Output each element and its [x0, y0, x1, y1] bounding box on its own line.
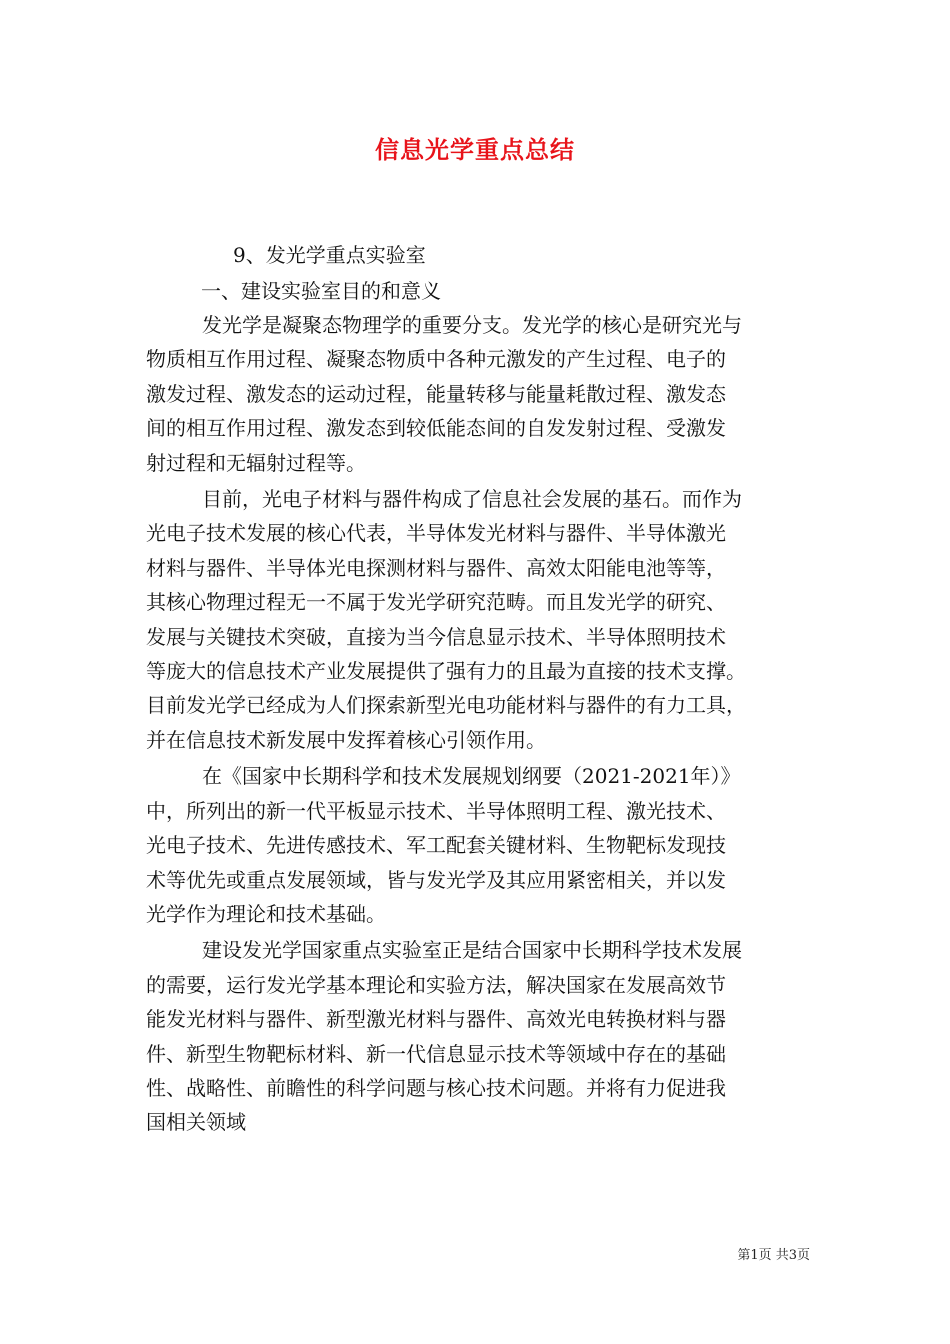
document-title: 信息光学重点总结 — [375, 136, 575, 164]
paragraph — [146, 759, 808, 931]
paragraph-line: 光电子技术发展的核心代表，半导体发光材料与器件、半导体激光 — [146, 521, 726, 546]
paragraph-line: 间的相互作用过程、激发态到较低能态间的自发发射过程、受激发 — [146, 416, 726, 441]
paragraph-line: 并在信息技术新发展中发挥着核心引领作用。 — [146, 727, 546, 752]
paragraph-line: 建设发光学国家重点实验室正是结合国家中长期科学技术发展 — [202, 938, 742, 963]
paragraph-line: 光电子技术、先进传感技术、军工配套关键材料、生物靶标发现技 — [146, 833, 726, 858]
paragraph-line: 发光学是凝聚态物理学的重要分支。发光学的核心是研究光与 — [202, 313, 742, 337]
paragraph-line: 光学作为理论和技术基础。 — [146, 901, 386, 926]
paragraph-line: 能发光材料与器件、新型激光材料与器件、高效光电转换材料与器 — [146, 1007, 726, 1032]
item-heading: 9、发光学重点实验室 — [233, 243, 426, 267]
paragraph-line: 物质相互作用过程、凝聚态物质中各种元激发的产生过程、电子的 — [146, 347, 726, 372]
paragraph-line: 射过程和无辐射过程等。 — [146, 450, 366, 475]
paragraph-line: 中，所列出的新一代平板显示技术、半导体照明工程、激光技术、 — [146, 798, 726, 823]
paragraph-line: 激发过程、激发态的运动过程，能量转移与能量耗散过程、激发态 — [146, 381, 726, 406]
paragraph — [146, 933, 808, 1139]
paragraph-line: 国相关领域 — [146, 1110, 246, 1135]
paragraph — [146, 308, 808, 480]
paragraph — [146, 482, 808, 757]
paragraph-line: 其核心物理过程无一不属于发光学研究范畴。而且发光学的研究、 — [146, 590, 726, 615]
paragraph-line: 的需要，运行发光学基本理论和实验方法，解决国家在发展高效节 — [146, 972, 726, 997]
paragraph-line: 件、新型生物靶标材料、新一代信息显示技术等领域中存在的基础 — [146, 1041, 726, 1066]
paragraph-line: 目前，光电子材料与器件构成了信息社会发展的基石。而作为 — [202, 487, 742, 512]
page-number-footer: 第1页 共3页 — [737, 1248, 810, 1263]
paragraph-line: 性、战略性、前瞻性的科学问题与核心技术问题。并将有力促进我 — [146, 1075, 726, 1100]
document-body — [146, 238, 808, 1140]
paragraph-line: 材料与器件、半导体光电探测材料与器件、高效太阳能电池等等， — [146, 555, 726, 580]
section-heading: 一、建设实验室目的和意义 — [201, 279, 441, 303]
paragraph-line: 发展与关键技术突破，直接为当今信息显示技术、半导体照明技术 — [146, 624, 726, 649]
paragraph-line: 在《国家中长期科学和技术发展规划纲要（2021-2021年）》 — [202, 764, 741, 789]
paragraph-line: 等庞大的信息技术产业发展提供了强有力的且最为直接的技术支撑。 — [146, 659, 746, 684]
paragraph-line: 术等优先或重点发展领域，皆与发光学及其应用紧密相关，并以发 — [146, 867, 726, 892]
paragraph-line: 目前发光学已经成为人们探索新型光电功能材料与器件的有力工具， — [146, 693, 746, 718]
